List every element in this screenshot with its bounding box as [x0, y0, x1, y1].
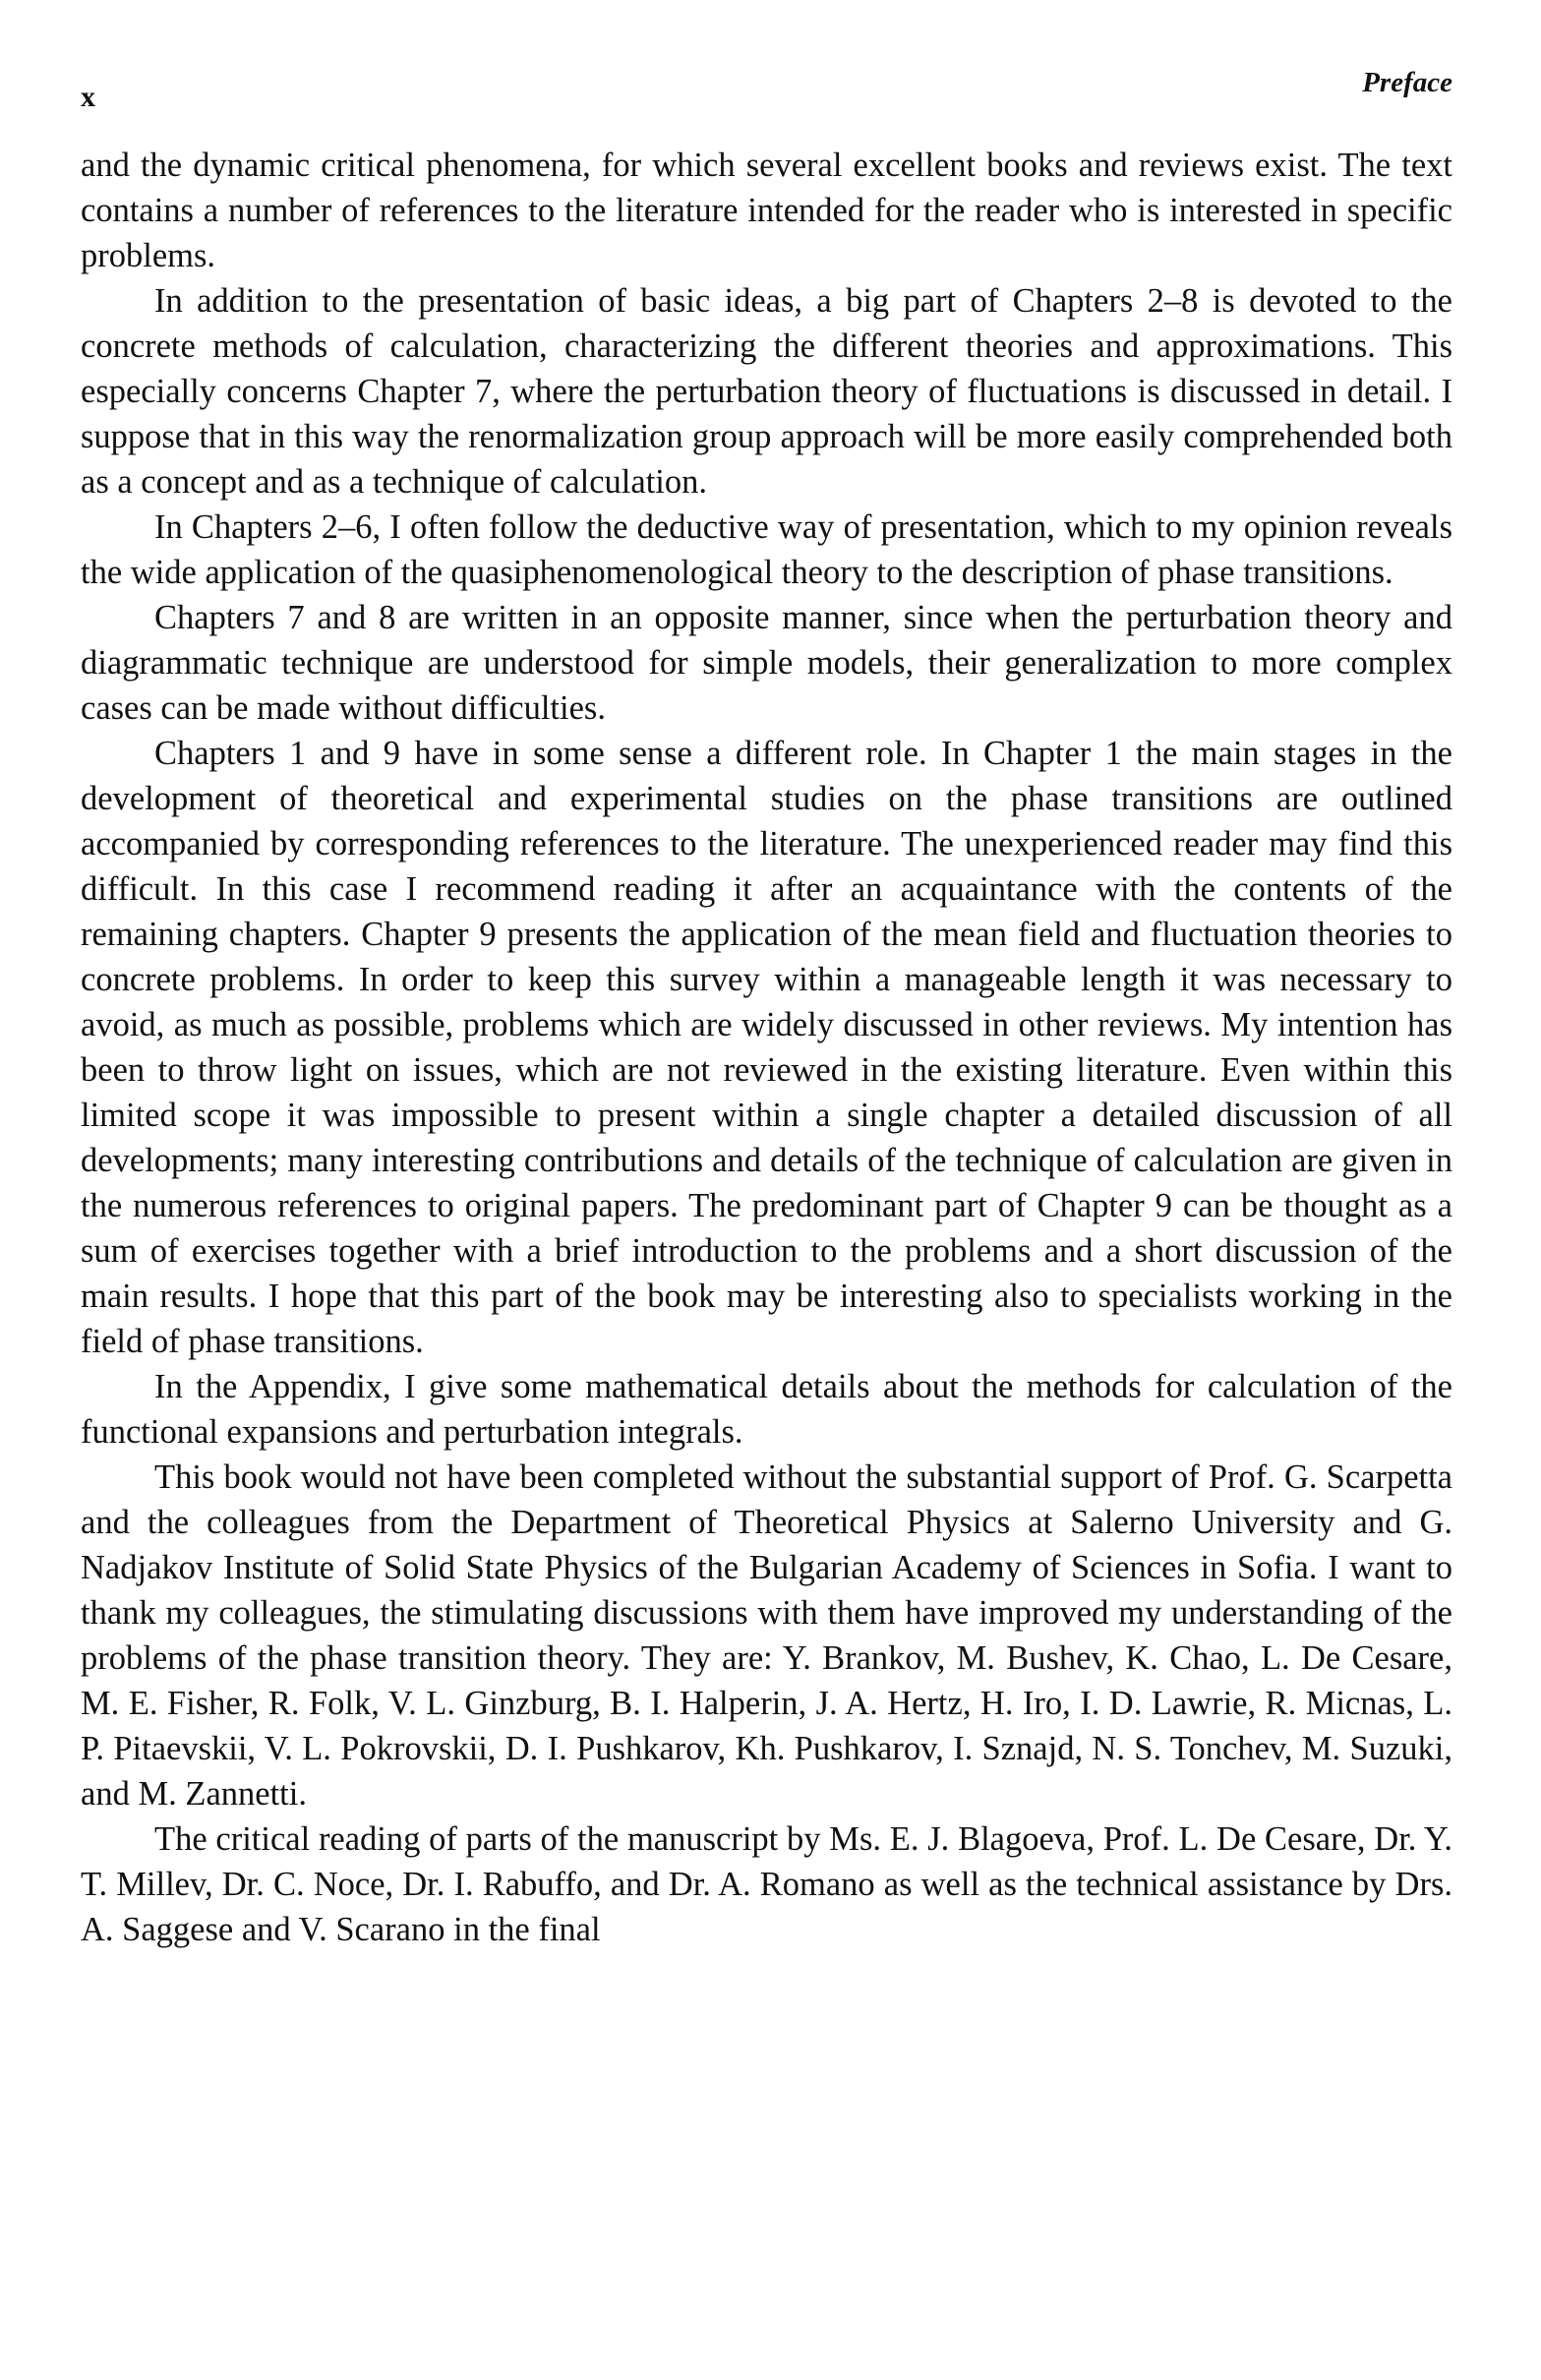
paragraph-continuation: and the dynamic critical phenomena, for which several excellent books and reviews exist. The text contains a number of references to the literature intended for the reader who is interested in specific problems.: [81, 147, 1452, 274]
page-header: [81, 67, 1452, 113]
page-number: x: [81, 81, 95, 113]
paragraph-methods: In addition to the presentation of basic ideas, a big part of Chapters 2–8 is devoted to the concrete methods of calculation, characterizing the different theories and approximations. This especially concerns Chapter 7, where the perturbation theory of fluctuations is discussed in detail. I suppose that in this way the renormalization group approach will be more easily comprehended both as a concept and as a technique of calculation.: [81, 282, 1452, 501]
paragraph-chapters-2-6: In Chapters 2–6, I often follow the deductive way of presentation, which to my opinion reveals the wide application of the quasiphenomenological theory to the description of phase transitions.: [81, 508, 1452, 591]
paragraph-chapters-7-8: Chapters 7 and 8 are written in an opposite manner, since when the perturbation theory and diagrammatic technique are understood for simple models, their generalization to more complex cases can be made without difficulties.: [81, 599, 1452, 727]
running-title: Preface: [1362, 67, 1452, 98]
body-text: [81, 143, 1452, 1952]
paragraph-critical-reading: The critical reading of parts of the manuscript by Ms. E. J. Blagoeva, Prof. L. De Cesare, Dr. Y. T. Millev, Dr. C. Noce, Dr. I. Rabuffo, and Dr. A. Romano as well as the technical assistance by Drs. A. Saggese and V. Scarano in the final: [81, 1820, 1452, 1948]
paragraph-acknowledgements: This book would not have been completed without the substantial support of Prof. G. Scarpetta and the colleagues from the Department of Theoretical Physics at Salerno University and G. Nadjakov Institute of Solid State Physics of the Bulgarian Academy of Sciences in Sofia. I want to thank my colleagues, the stimulating discussions with them have improved my understanding of the problems of the phase transition theory. They are: Y. Brankov, M. Bushev, K. Chao, L. De Cesare, M. E. Fisher, R. Folk, V. L. Ginzburg, B. I. Halperin, J. A. Hertz, H. Iro, I. D. Lawrie, R. Micnas, L. P. Pitaevskii, V. L. Pokrovskii, D. I. Pushkarov, Kh. Pushkarov, I. Sznajd, N. S. Tonchev, M. Suzuki, and M. Zannetti.: [81, 1458, 1452, 1813]
paragraph-chapters-1-9: Chapters 1 and 9 have in some sense a different role. In Chapter 1 the main stages in the development of theoretical and experimental studies on the phase transitions are outlined accompanied by corresponding references to the literature. The unexperienced reader may find this difficult. In this case I recommend reading it after an acquaintance with the contents of the remaining chapters. Chapter 9 presents the application of the mean field and fluctuation theories to concrete problems. In order to keep this survey within a manageable length it was necessary to avoid, as much as possible, problems which are widely discussed in other reviews. My intention has been to throw light on issues, which are not reviewed in the existing literature. Even within this limited scope it was impossible to present within a single chapter a detailed discussion of all developments; many interesting contributions and details of the technique of calculation are given in the numerous references to original papers. The predominant part of Chapter 9 can be thought as a sum of exercises together with a brief introduction to the problems and a short discussion of the main results. I hope that this part of the book may be interesting also to specialists working in the field of phase transitions.: [81, 735, 1452, 1360]
paragraph-appendix: In the Appendix, I give some mathematical details about the methods for calculation of the functional expansions and perturbation integrals.: [81, 1368, 1452, 1451]
